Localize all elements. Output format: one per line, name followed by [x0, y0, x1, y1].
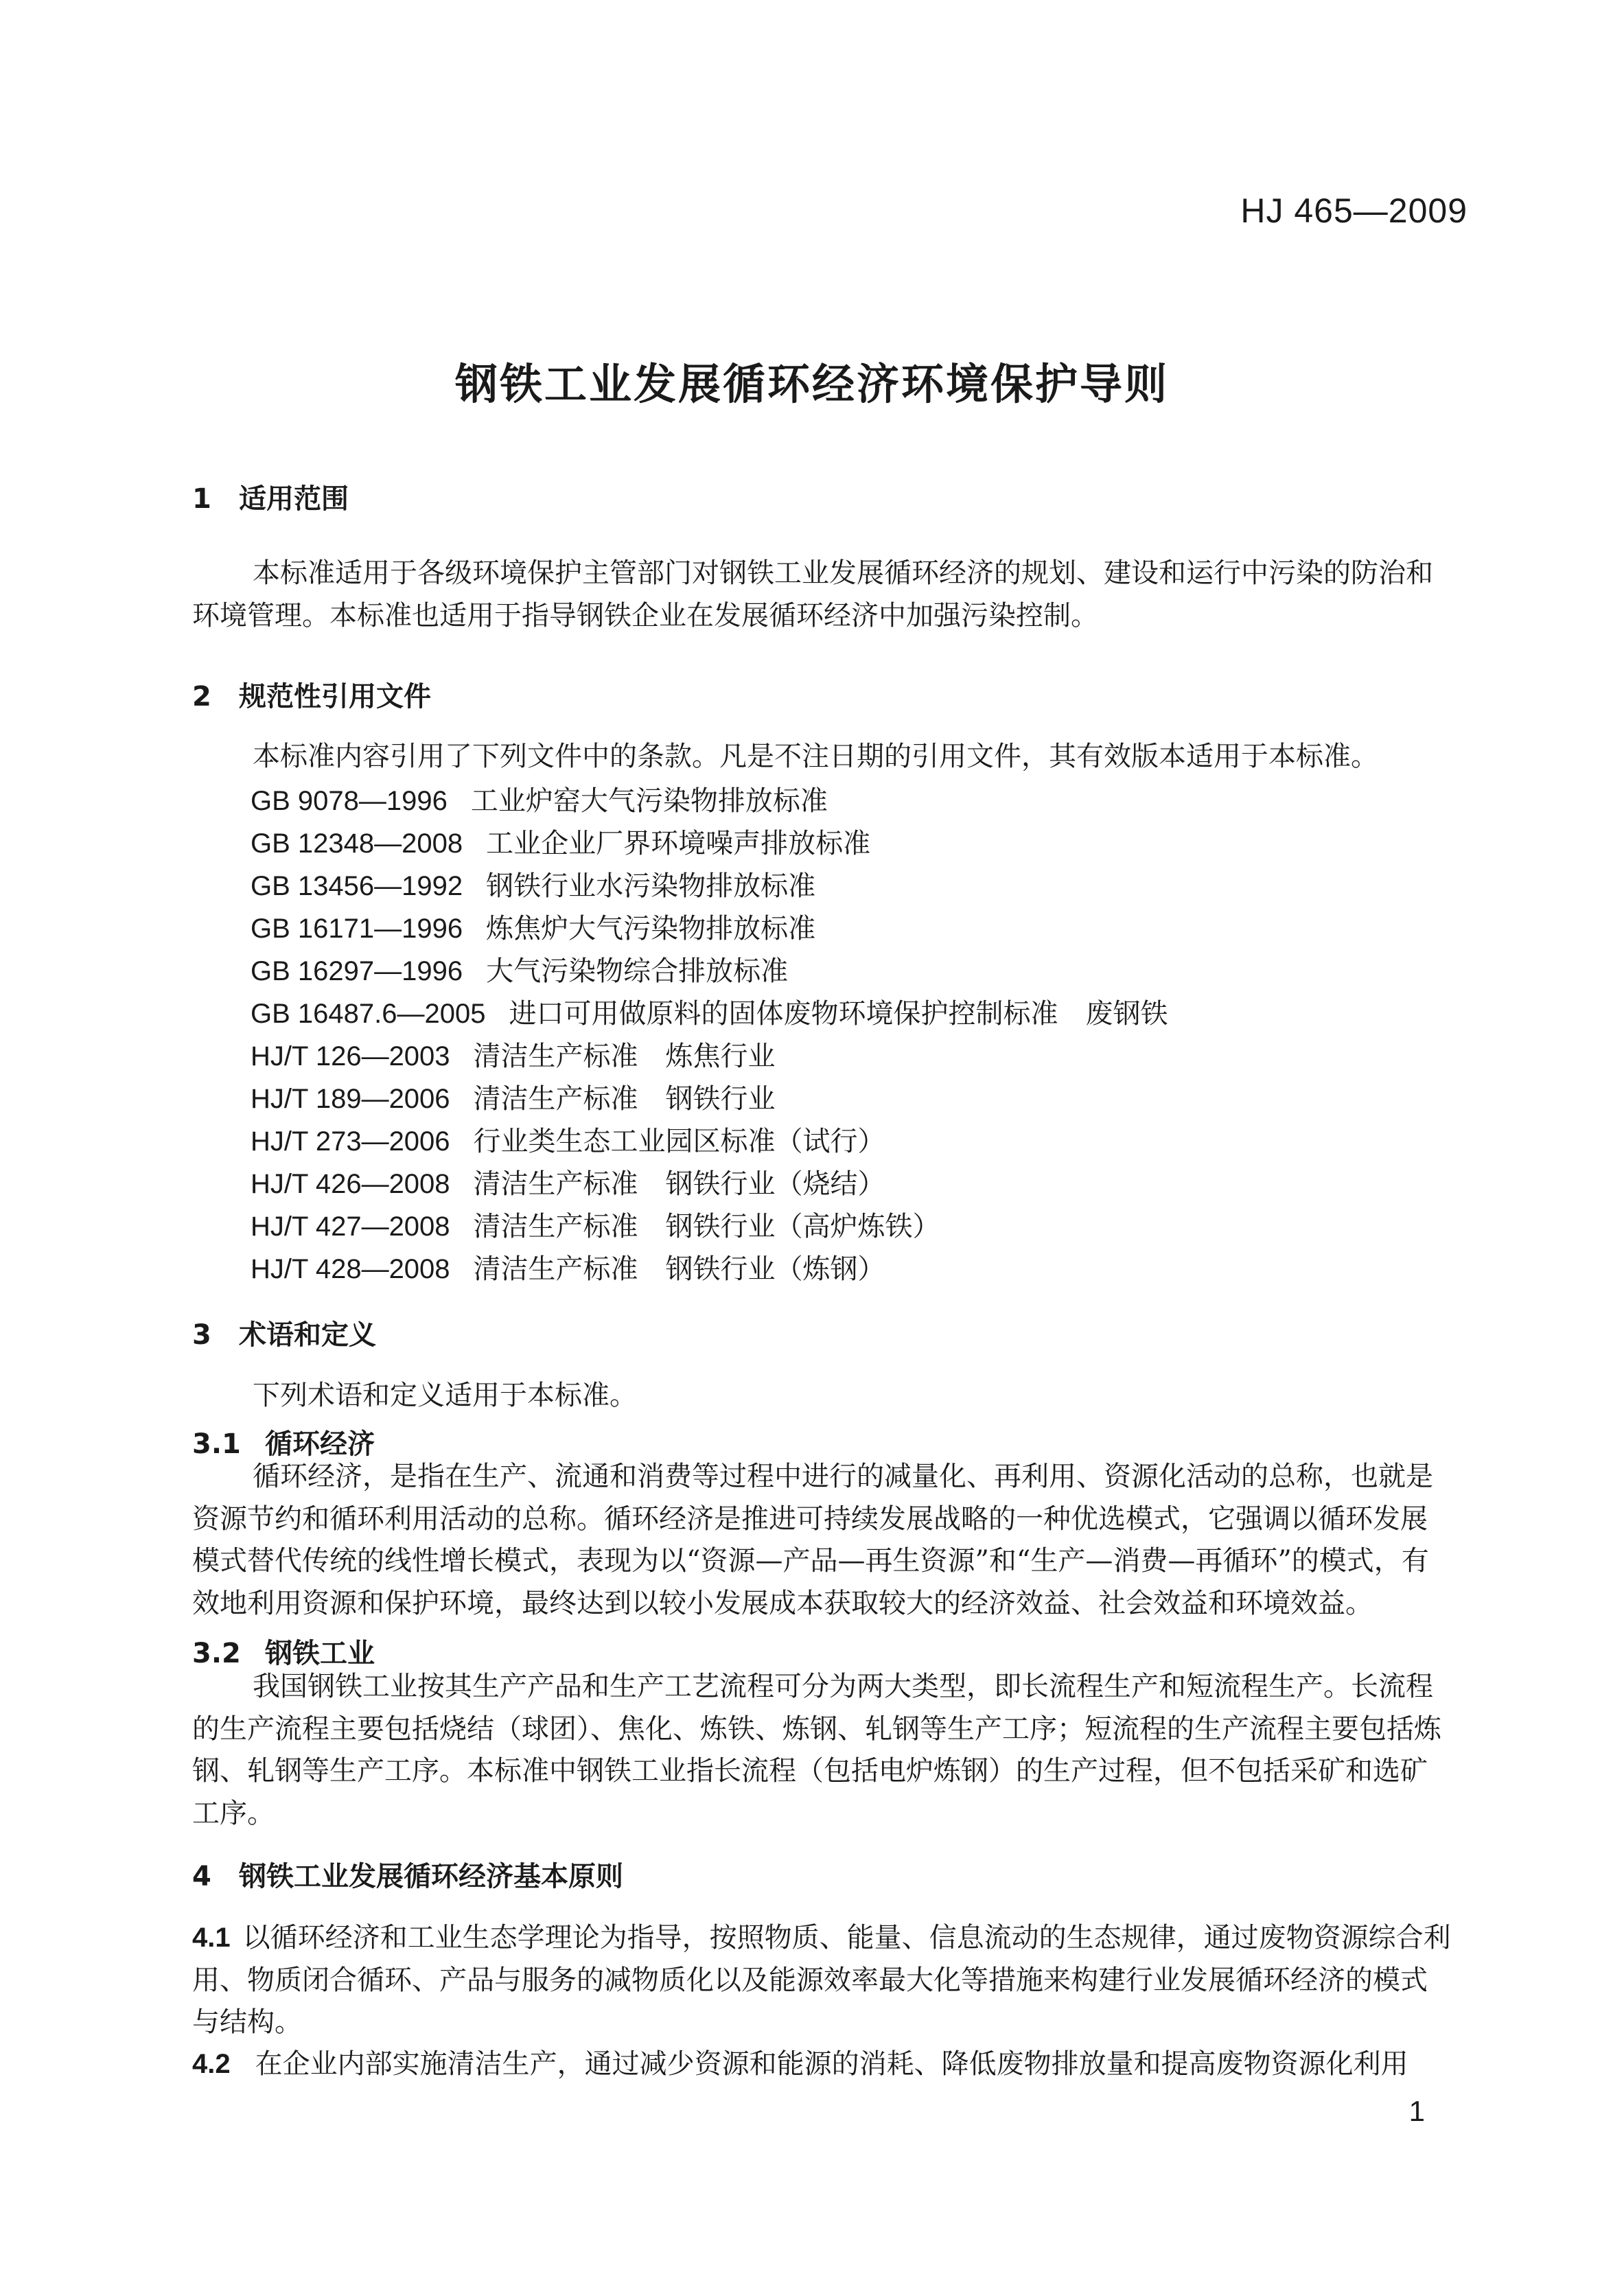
reference-code: GB 13456—1992: [251, 871, 463, 901]
reference-item: [251, 864, 815, 903]
reference-code: HJ/T 189—2006: [251, 1084, 450, 1114]
section-number: 4: [192, 1861, 211, 1892]
reference-item: [251, 992, 1168, 1031]
reference-item: [251, 949, 788, 988]
subsection-number: 3.1: [192, 1428, 241, 1460]
clause-number: 4.1: [192, 1923, 231, 1953]
reference-title: 清洁生产标准: [473, 1083, 638, 1115]
reference-item: [251, 822, 870, 861]
reference-item: [251, 1205, 940, 1244]
reference-code: HJ/T 426—2008: [251, 1169, 450, 1199]
reference-title: 工业企业厂界环境噪声排放标准: [486, 828, 871, 859]
reference-code: GB 16487.6—2005: [251, 999, 486, 1029]
reference-code: GB 9078—1996: [251, 786, 448, 816]
reference-title: 大气污染物综合排放标准: [486, 955, 789, 987]
page-number: 1: [1408, 2095, 1425, 2127]
reference-title: 钢铁行业水污染物排放标准: [486, 870, 816, 902]
reference-subtitle: 炼焦行业: [665, 1041, 776, 1072]
section-number: 2: [192, 681, 211, 712]
section-title: 钢铁工业发展循环经济基本原则: [239, 1861, 623, 1892]
reference-item: [251, 1247, 885, 1286]
section-1-heading: [192, 477, 349, 516]
section-title: 术语和定义: [239, 1319, 376, 1351]
section-title: 规范性引用文件: [239, 681, 431, 712]
section-2-heading: [192, 675, 431, 714]
reference-title: 行业类生态工业园区标准（试行）: [473, 1126, 885, 1157]
section-1-paragraph: 本标准适用于各级环境保护主管部门对钢铁工业发展循环经济的规划、建设和运行中污染的防治和环境管理。本标准也适用于指导钢铁企业在发展循环经济中加强污染控制。: [192, 557, 1433, 631]
reference-code: HJ/T 126—2003: [251, 1041, 450, 1071]
reference-item: [251, 1120, 885, 1159]
subsection-number: 3.2: [192, 1638, 241, 1669]
document-code: HJ 465—2009: [1240, 192, 1468, 230]
clause-text: 以循环经济和工业生态学理论为指导，按照物质、能量、信息流动的生态规律，通过废物资源综合利用、物质闭合循环、产品与服务的减物质化以及能源效率最大化等措施来构建行业发展循环经济的模式与结构。: [192, 1922, 1451, 2038]
reference-code: HJ/T 427—2008: [251, 1211, 450, 1242]
reference-title: 清洁生产标准: [473, 1211, 638, 1242]
clause-text: 在企业内部实施清洁生产，通过减少资源和能源的消耗、降低废物排放量和提高废物资源化利用: [255, 2048, 1408, 2080]
clause-4-1: [192, 1917, 1452, 2044]
reference-subtitle: 钢铁行业（烧结）: [665, 1168, 885, 1200]
reference-item: [251, 1034, 776, 1074]
document-title: 钢铁工业发展循环经济环境保护导则: [454, 359, 1169, 409]
subsection-3-2-paragraph: 我国钢铁工业按其生产产品和生产工艺流程可分为两大类型，即长流程生产和短流程生产。长流程的生产流程主要包括烧结（球团）、焦化、炼铁、炼钢、轧钢等生产工序；短流程的生产流程主要包括炼钢、轧钢等生产工序。本标准中钢铁工业指长流程（包括电炉炼钢）的生产过程，但不包括采矿和选矿工序。: [192, 1671, 1441, 1829]
section-number: 1: [192, 483, 211, 515]
subsection-3-1-paragraph: 循环经济，是指在生产、流通和消费等过程中进行的减量化、再利用、资源化活动的总称，也就是资源节约和循环利用活动的总称。循环经济是推进可持续发展战略的一种优选模式，它强调以循环发展模式替代传统的线性增长模式，表现为以“资源—产品—再生资源”和“生产—消费—再循环”的模式，有效地利用资源和保护环境，最终达到以较小发展成本获取较大的经济效益、社会效益和环境效益。: [192, 1461, 1433, 1619]
reference-code: HJ/T 273—2006: [251, 1126, 450, 1157]
reference-item: [251, 907, 815, 946]
reference-subtitle: 废钢铁: [1085, 998, 1168, 1030]
reference-item: [251, 1077, 776, 1116]
reference-subtitle: 钢铁行业: [665, 1083, 776, 1115]
reference-title: 清洁生产标准: [473, 1041, 638, 1072]
section-number: 3: [192, 1319, 211, 1351]
reference-title: 炼焦炉大气污染物排放标准: [486, 913, 816, 944]
clause-number: 4.2: [192, 2049, 231, 2079]
subsection-title: 循环经济: [265, 1428, 375, 1460]
reference-item: [251, 1162, 885, 1201]
subsection-3-2-heading: [192, 1632, 375, 1671]
reference-subtitle: 钢铁行业（高炉炼铁）: [665, 1211, 940, 1242]
section-3-heading: [192, 1313, 376, 1352]
reference-title: 进口可用做原料的固体废物环境保护控制标准: [509, 998, 1058, 1030]
reference-code: GB 16297—1996: [251, 956, 463, 986]
reference-title: 工业炉窑大气污染物排放标准: [470, 785, 828, 817]
reference-code: GB 12348—2008: [251, 828, 463, 859]
section-3-intro: 下列术语和定义适用于本标准。: [253, 1380, 637, 1411]
reference-code: HJ/T 428—2008: [251, 1254, 450, 1284]
reference-title: 清洁生产标准: [473, 1253, 638, 1285]
clause-4-2: [192, 2043, 1452, 2086]
section-title: 适用范围: [239, 483, 349, 515]
reference-item: [251, 779, 828, 818]
reference-code: GB 16171—1996: [251, 914, 463, 944]
subsection-title: 钢铁工业: [265, 1638, 375, 1669]
section-4-heading: [192, 1855, 623, 1894]
reference-subtitle: 钢铁行业（炼钢）: [665, 1253, 885, 1285]
reference-title: 清洁生产标准: [473, 1168, 638, 1200]
section-2-intro: 本标准内容引用了下列文件中的条款。凡是不注日期的引用文件，其有效版本适用于本标准。: [253, 741, 1378, 772]
